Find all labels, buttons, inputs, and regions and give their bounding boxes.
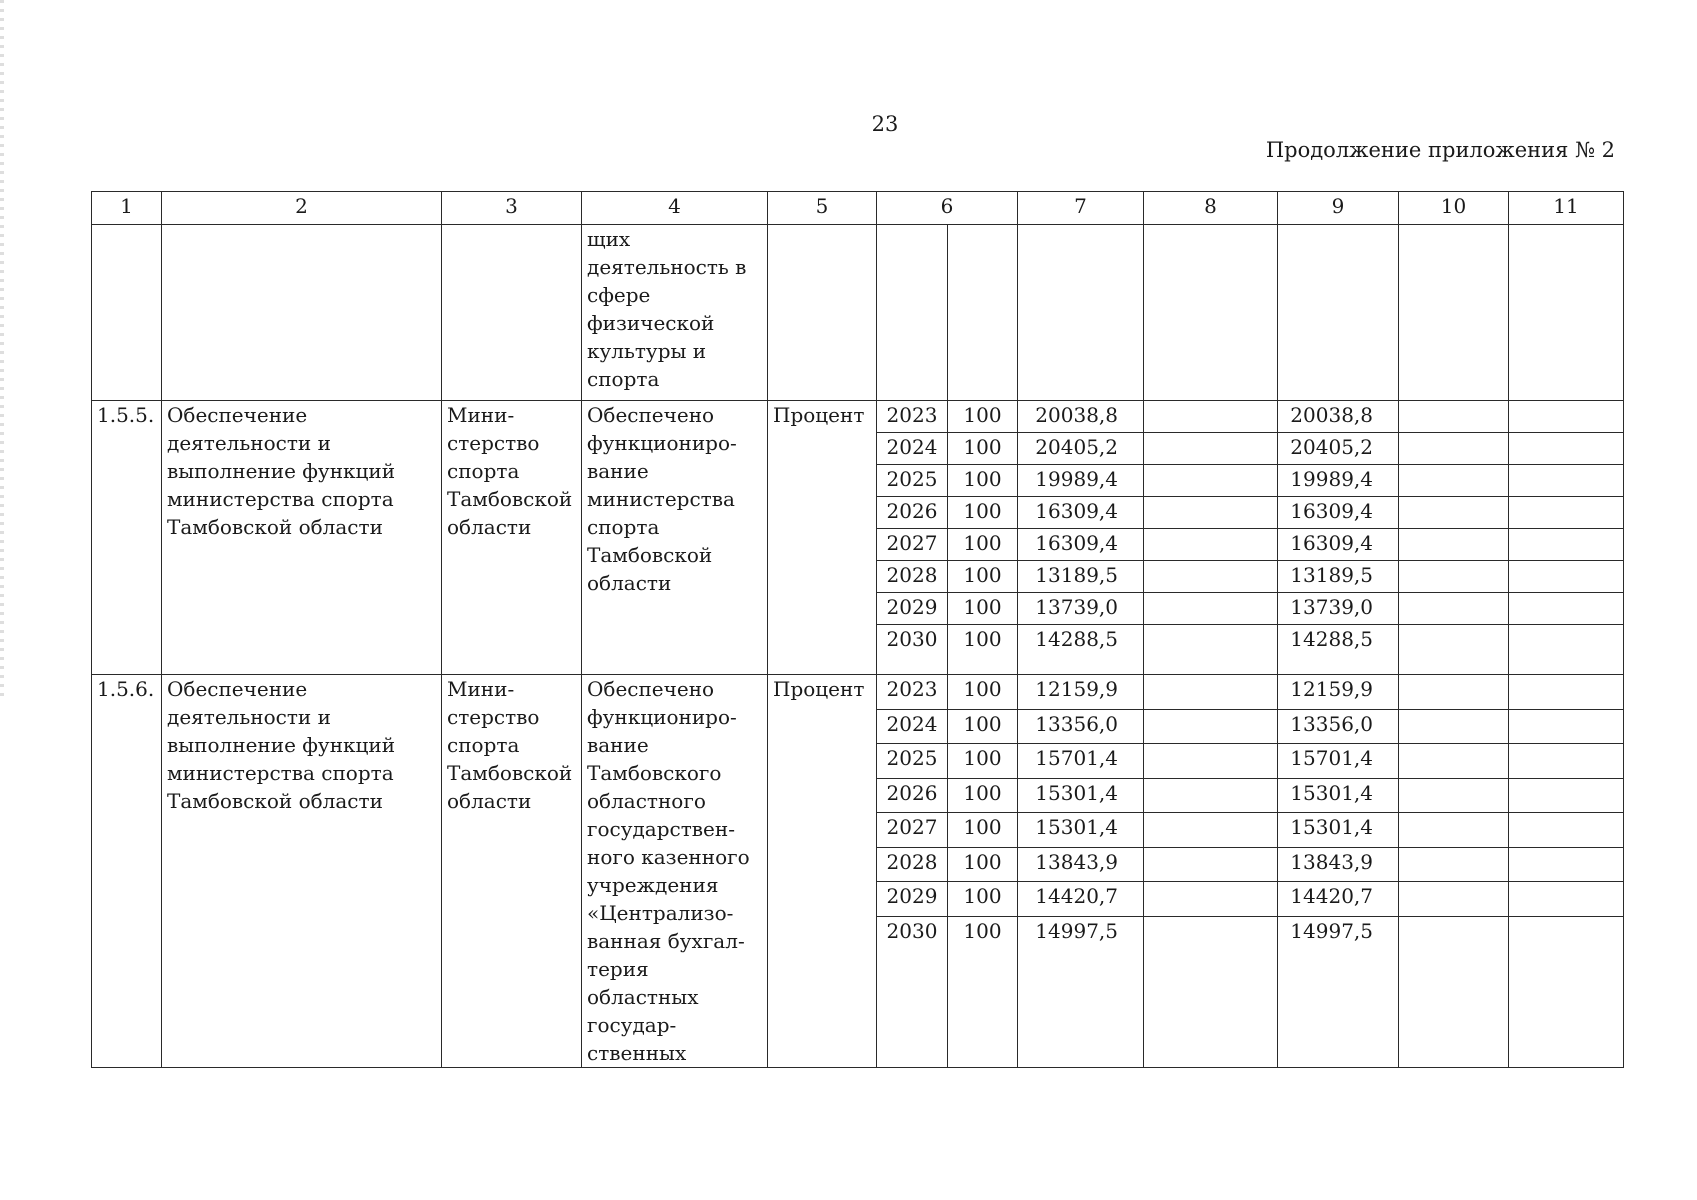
empty-cell: [1144, 529, 1278, 561]
percent-cell: 100: [948, 497, 1018, 529]
regional-cell: 14288,5: [1278, 625, 1399, 675]
year-cell: 2025: [877, 465, 948, 497]
empty-cell: [1399, 813, 1509, 848]
empty-cell: [1509, 433, 1624, 465]
empty-cell: [1509, 916, 1624, 1067]
empty-cell: [1399, 625, 1509, 675]
table-row: [92, 675, 1624, 710]
header-cell: 10: [1399, 192, 1509, 225]
regional-cell: 15301,4: [1278, 813, 1399, 848]
empty-cell: [1509, 529, 1624, 561]
empty-cell: [1399, 465, 1509, 497]
percent-cell: 100: [948, 675, 1018, 710]
empty-cell: [1509, 593, 1624, 625]
continuation-row: [92, 225, 1624, 401]
activity-unit: Процент: [768, 675, 877, 1068]
empty-cell: [1144, 882, 1278, 917]
empty-cell: [1144, 561, 1278, 593]
regional-cell: 14997,5: [1278, 916, 1399, 1067]
percent-cell: 100: [948, 465, 1018, 497]
header-cell: 7: [1018, 192, 1144, 225]
activity-id: 1.5.6.: [92, 675, 162, 1068]
empty-cell: [1144, 675, 1278, 710]
year-cell: 2029: [877, 593, 948, 625]
empty-cell: [1144, 593, 1278, 625]
empty-cell: [1509, 778, 1624, 813]
empty-cell: [1399, 497, 1509, 529]
empty-cell: [1509, 401, 1624, 433]
total-cell: 14288,5: [1018, 625, 1144, 675]
header-cell: 6: [877, 192, 1018, 225]
empty-cell: [1144, 497, 1278, 529]
percent-cell: 100: [948, 625, 1018, 675]
empty-cell: [1399, 744, 1509, 779]
year-cell: 2023: [877, 401, 948, 433]
percent-cell: 100: [948, 847, 1018, 882]
empty-cell: [1509, 625, 1624, 675]
header-cell: 4: [582, 192, 768, 225]
year-cell: 2024: [877, 433, 948, 465]
header-cell: 3: [442, 192, 582, 225]
empty-cell: [1399, 433, 1509, 465]
header-row: [92, 192, 1624, 225]
percent-cell: 100: [948, 744, 1018, 779]
empty-cell: [1399, 529, 1509, 561]
regional-cell: 12159,9: [1278, 675, 1399, 710]
empty-cell: [1399, 709, 1509, 744]
header-cell: 1: [92, 192, 162, 225]
empty-cell: [1144, 778, 1278, 813]
year-cell: 2027: [877, 529, 948, 561]
total-cell: 13843,9: [1018, 847, 1144, 882]
empty-cell: [1509, 813, 1624, 848]
year-cell: 2030: [877, 916, 948, 1067]
regional-cell: 13739,0: [1278, 593, 1399, 625]
year-cell: 2025: [877, 744, 948, 779]
header-cell: 2: [162, 192, 442, 225]
header-cell: 5: [768, 192, 877, 225]
empty-cell: [1509, 561, 1624, 593]
regional-cell: 15301,4: [1278, 778, 1399, 813]
total-cell: 14420,7: [1018, 882, 1144, 917]
year-cell: 2029: [877, 882, 948, 917]
total-cell: 14997,5: [1018, 916, 1144, 1067]
activity-executor: Мини-стерство спорта Тамбовской области: [442, 401, 582, 675]
year-cell: 2024: [877, 709, 948, 744]
program-table: [91, 191, 1624, 1068]
continuation-text: щих деятельность в сфере физической культуры и спорта: [582, 225, 768, 401]
activity-name: Обеспечение деятельности и выполнение функций министерства спорта Тамбовской области: [162, 675, 442, 1068]
empty-cell: [1399, 882, 1509, 917]
regional-cell: 13189,5: [1278, 561, 1399, 593]
activity-id: 1.5.5.: [92, 401, 162, 675]
empty-cell: [1399, 778, 1509, 813]
regional-cell: 14420,7: [1278, 882, 1399, 917]
regional-cell: 16309,4: [1278, 497, 1399, 529]
empty-cell: [1399, 847, 1509, 882]
total-cell: 16309,4: [1018, 529, 1144, 561]
empty-cell: [1144, 709, 1278, 744]
total-cell: 15701,4: [1018, 744, 1144, 779]
percent-cell: 100: [948, 529, 1018, 561]
total-cell: 20405,2: [1018, 433, 1144, 465]
total-cell: 15301,4: [1018, 778, 1144, 813]
empty-cell: [1144, 744, 1278, 779]
activity-name: Обеспечение деятельности и выполнение функций министерства спорта Тамбовской области: [162, 401, 442, 675]
empty-cell: [1399, 593, 1509, 625]
empty-cell: [1144, 433, 1278, 465]
year-cell: 2026: [877, 497, 948, 529]
year-cell: 2027: [877, 813, 948, 848]
regional-cell: 15701,4: [1278, 744, 1399, 779]
header-cell: 9: [1278, 192, 1399, 225]
empty-cell: [1144, 813, 1278, 848]
header-cell: 11: [1509, 192, 1624, 225]
total-cell: 13356,0: [1018, 709, 1144, 744]
empty-cell: [1399, 675, 1509, 710]
year-cell: 2023: [877, 675, 948, 710]
percent-cell: 100: [948, 882, 1018, 917]
empty-cell: [1509, 709, 1624, 744]
regional-cell: 13356,0: [1278, 709, 1399, 744]
total-cell: 13739,0: [1018, 593, 1144, 625]
empty-cell: [1509, 465, 1624, 497]
year-cell: 2028: [877, 847, 948, 882]
empty-cell: [1144, 916, 1278, 1067]
year-cell: 2030: [877, 625, 948, 675]
empty-cell: [1399, 401, 1509, 433]
empty-cell: [1399, 916, 1509, 1067]
total-cell: 16309,4: [1018, 497, 1144, 529]
empty-cell: [1399, 561, 1509, 593]
percent-cell: 100: [948, 916, 1018, 1067]
empty-cell: [1509, 882, 1624, 917]
page-number: 23: [871, 112, 899, 136]
activity-result: Обеспечено функциониро-вание Тамбовского областного государствен-ного казенного учреждения «Централизо-ванная бухгал-терия областных государ-ственных: [582, 675, 768, 1068]
regional-cell: 19989,4: [1278, 465, 1399, 497]
appendix-note: Продолжение приложения № 2: [1265, 138, 1615, 162]
percent-cell: 100: [948, 813, 1018, 848]
empty-cell: [1144, 847, 1278, 882]
percent-cell: 100: [948, 593, 1018, 625]
empty-cell: [1509, 675, 1624, 710]
scan-edge: [0, 0, 4, 700]
percent-cell: 100: [948, 778, 1018, 813]
empty-cell: [1144, 625, 1278, 675]
total-cell: 12159,9: [1018, 675, 1144, 710]
regional-cell: 13843,9: [1278, 847, 1399, 882]
percent-cell: 100: [948, 433, 1018, 465]
total-cell: 13189,5: [1018, 561, 1144, 593]
empty-cell: [1144, 465, 1278, 497]
percent-cell: 100: [948, 709, 1018, 744]
total-cell: 20038,8: [1018, 401, 1144, 433]
percent-cell: 100: [948, 401, 1018, 433]
activity-unit: Процент: [768, 401, 877, 675]
total-cell: 19989,4: [1018, 465, 1144, 497]
activity-executor: Мини-стерство спорта Тамбовской области: [442, 675, 582, 1068]
regional-cell: 16309,4: [1278, 529, 1399, 561]
year-cell: 2028: [877, 561, 948, 593]
empty-cell: [1144, 401, 1278, 433]
activity-result: Обеспечено функциониро-вание министерства спорта Тамбовской области: [582, 401, 768, 675]
percent-cell: 100: [948, 561, 1018, 593]
table-row: [92, 401, 1624, 433]
regional-cell: 20038,8: [1278, 401, 1399, 433]
empty-cell: [1509, 744, 1624, 779]
header-cell: 8: [1144, 192, 1278, 225]
regional-cell: 20405,2: [1278, 433, 1399, 465]
year-cell: 2026: [877, 778, 948, 813]
empty-cell: [1509, 497, 1624, 529]
total-cell: 15301,4: [1018, 813, 1144, 848]
empty-cell: [1509, 847, 1624, 882]
